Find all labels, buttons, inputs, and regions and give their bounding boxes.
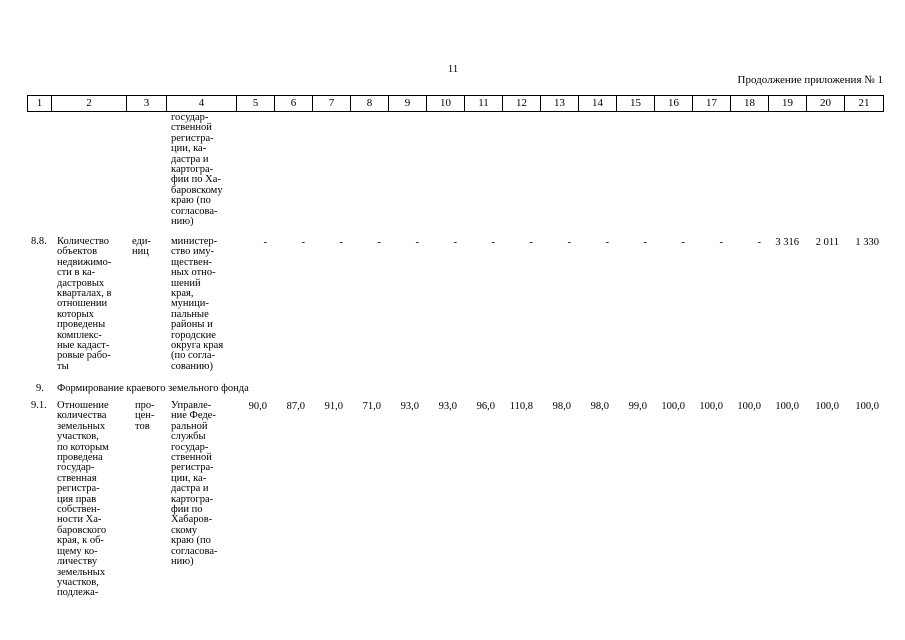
row-9-1-number: 9.1.	[31, 400, 47, 411]
value-cell: -	[453, 237, 457, 248]
value-cell: 3 316	[775, 237, 799, 248]
row-8-8-executor: министер- ство иму- ществен- ных отно- шений края, муници- пальные районы и городские округа края (по согла- сованию)	[171, 236, 224, 372]
continuation-label: Продолжение приложения № 1	[737, 74, 883, 86]
column-header: 18	[731, 96, 769, 112]
column-header: 10	[427, 96, 465, 112]
value-cell: -	[681, 237, 685, 248]
column-header: 16	[655, 96, 693, 112]
value-cell: -	[719, 237, 723, 248]
row-9-1-name: Отношение количества земельных участков, по которым проведена государ- ственная регистра- ция прав собствен- ности Ха- баровского края, к об- щему ко- личеству земельных участков, подлежа-	[57, 400, 109, 599]
column-header: 20	[807, 96, 845, 112]
value-cell: -	[377, 237, 381, 248]
column-header: 8	[351, 96, 389, 112]
value-cell: 100,0	[855, 401, 879, 412]
value-cell: -	[529, 237, 533, 248]
column-header-table	[27, 95, 884, 112]
value-cell: 96,0	[476, 401, 495, 412]
value-cell: 98,0	[590, 401, 609, 412]
value-cell: 87,0	[286, 401, 305, 412]
value-cell: 100,0	[699, 401, 723, 412]
row-9-number: 9.	[36, 383, 44, 394]
row-8-8-number: 8.8.	[31, 236, 47, 247]
value-cell: -	[339, 237, 343, 248]
value-cell: -	[567, 237, 571, 248]
row-8-8-unit: еди- ниц	[132, 236, 151, 258]
value-cell: 1 330	[855, 237, 879, 248]
column-header: 13	[541, 96, 579, 112]
value-cell: 93,0	[400, 401, 419, 412]
column-header: 9	[389, 96, 427, 112]
value-cell: -	[415, 237, 419, 248]
column-header: 19	[769, 96, 807, 112]
row-9-1-executor: Управле- ние Феде- ральной службы государ- ственной регистра- ции, ка- дастра и картогра- фии по Хабаров- скому краю (по согласова- нию)	[171, 400, 218, 568]
column-header: 15	[617, 96, 655, 112]
value-cell: -	[301, 237, 305, 248]
column-header: 11	[465, 96, 503, 112]
prev-row-executor: государ- ственной регистра- ции, ка- дастра и картогра- фии по Ха- баровскому краю (по согласова- нию)	[171, 112, 223, 228]
column-header: 7	[313, 96, 351, 112]
column-header: 12	[503, 96, 541, 112]
value-cell: 99,0	[628, 401, 647, 412]
value-cell: 90,0	[248, 401, 267, 412]
column-header: 5	[237, 96, 275, 112]
value-cell: 98,0	[552, 401, 571, 412]
value-cell: 2 011	[815, 237, 839, 248]
value-cell: -	[757, 237, 761, 248]
value-cell: -	[605, 237, 609, 248]
column-header: 1	[28, 96, 52, 112]
row-9-title: Формирование краевого земельного фонда	[57, 383, 249, 394]
column-header: 4	[167, 96, 237, 112]
row-9-1-unit: про- цен- тов	[135, 400, 155, 432]
column-header: 14	[579, 96, 617, 112]
column-header: 2	[52, 96, 127, 112]
value-cell: 100,0	[661, 401, 685, 412]
row-8-8-name: Количество объектов недвижимо- сти в ка- дастровых кварталах, в отношении которых проведены комплекс- ные кадаст- ровые рабо- ты	[57, 236, 112, 372]
value-cell: 100,0	[737, 401, 761, 412]
value-cell: -	[263, 237, 267, 248]
column-header: 17	[693, 96, 731, 112]
value-cell: -	[491, 237, 495, 248]
header-row	[28, 96, 884, 112]
value-cell: 100,0	[815, 401, 839, 412]
value-cell: 110,8	[509, 401, 533, 412]
value-cell: 91,0	[324, 401, 343, 412]
value-cell: -	[643, 237, 647, 248]
column-header: 21	[845, 96, 884, 112]
column-header: 6	[275, 96, 313, 112]
page-number: 11	[447, 63, 459, 75]
value-cell: 100,0	[775, 401, 799, 412]
column-header: 3	[127, 96, 167, 112]
value-cell: 93,0	[438, 401, 457, 412]
value-cell: 71,0	[362, 401, 381, 412]
